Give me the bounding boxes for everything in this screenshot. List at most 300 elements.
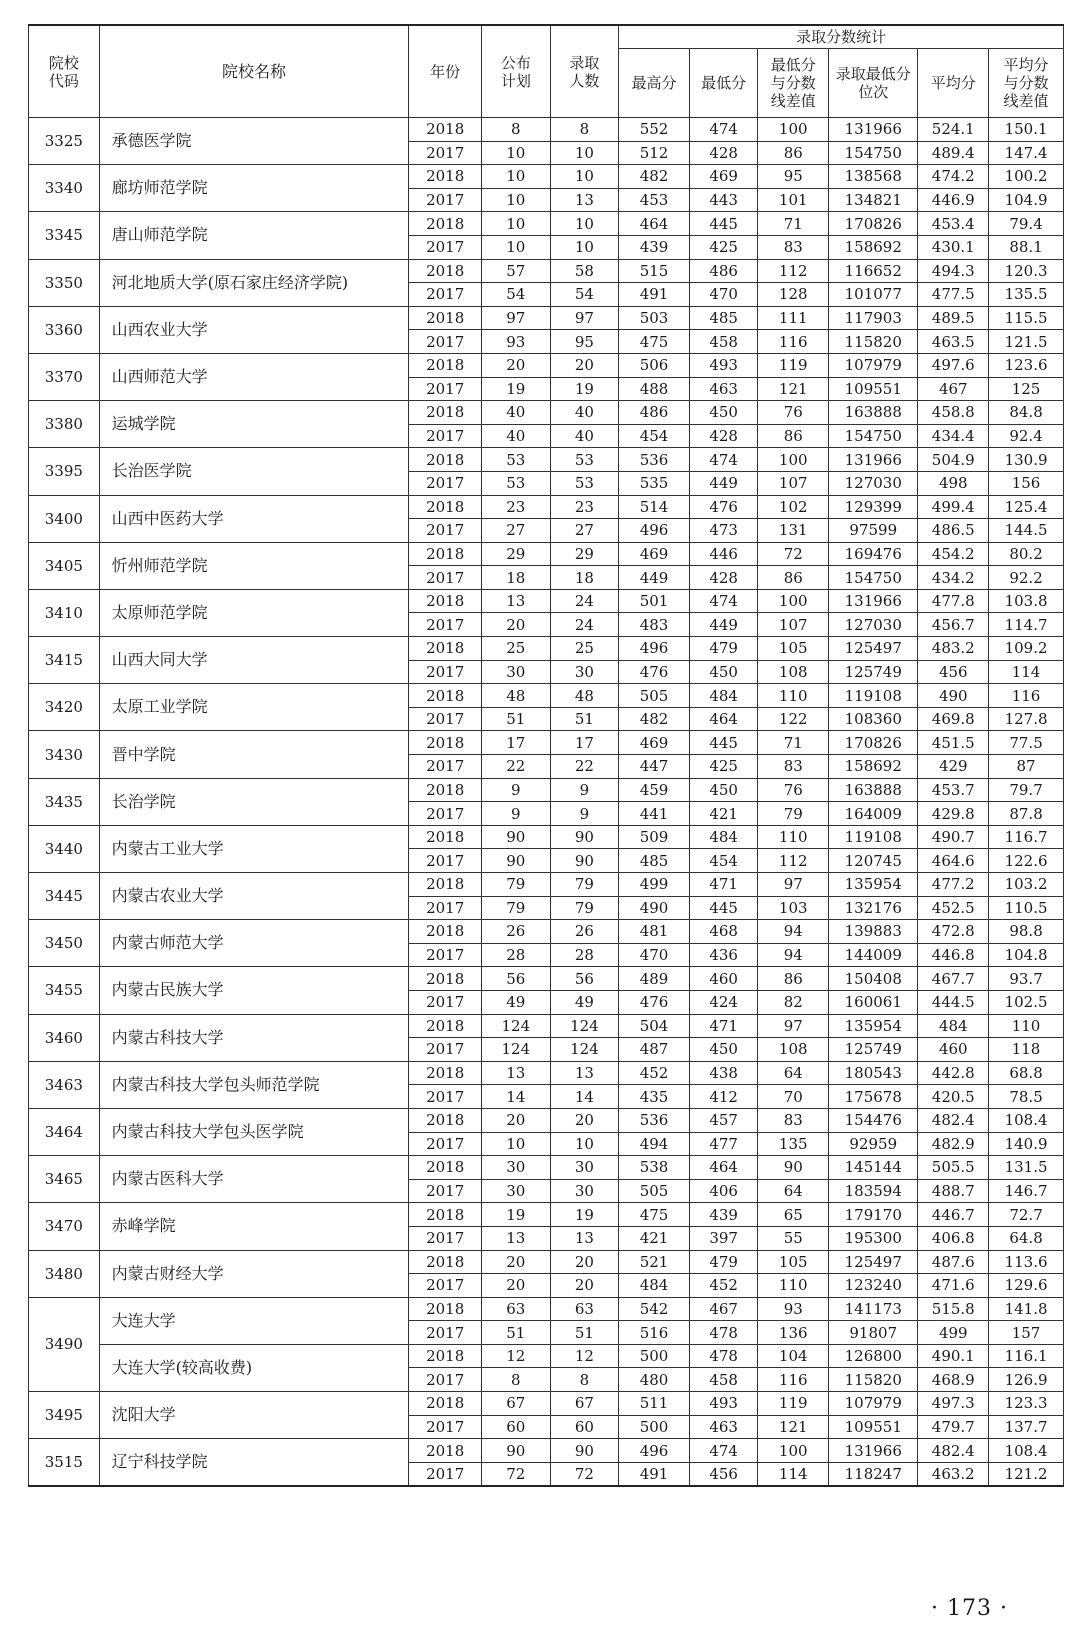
min-rank-cell: 158692 <box>829 755 918 779</box>
avg-diff-cell: 64.8 <box>989 1226 1064 1250</box>
max-score-cell: 552 <box>619 118 690 142</box>
plan-cell: 27 <box>482 519 551 543</box>
table-row <box>29 1061 1064 1085</box>
plan-cell: 10 <box>482 188 551 212</box>
min-rank-cell: 175678 <box>829 1085 918 1109</box>
avg-diff-cell: 118 <box>989 1038 1064 1062</box>
table-row <box>29 873 1064 897</box>
min-rank-cell: 118247 <box>829 1462 918 1486</box>
max-score-cell: 486 <box>619 401 690 425</box>
header-plan: 公布计划 <box>482 25 551 118</box>
min-rank-cell: 109551 <box>829 1415 918 1439</box>
min-diff-cell: 119 <box>758 1392 829 1416</box>
min-score-cell: 471 <box>689 873 758 897</box>
admitted-cell: 90 <box>550 849 619 873</box>
school-code-cell: 3470 <box>29 1203 100 1250</box>
avg-score-cell: 446.9 <box>918 188 989 212</box>
min-rank-cell: 107979 <box>829 1392 918 1416</box>
school-code-cell: 3395 <box>29 448 100 495</box>
avg-score-cell: 477.8 <box>918 589 989 613</box>
admitted-cell: 9 <box>550 802 619 826</box>
avg-diff-cell: 102.5 <box>989 990 1064 1014</box>
table-row <box>29 920 1064 944</box>
plan-cell: 17 <box>482 731 551 755</box>
max-score-cell: 484 <box>619 1274 690 1298</box>
avg-score-cell: 504.9 <box>918 448 989 472</box>
min-score-cell: 471 <box>689 1014 758 1038</box>
plan-cell: 8 <box>482 118 551 142</box>
year-cell: 2017 <box>409 1038 482 1062</box>
year-cell: 2017 <box>409 235 482 259</box>
avg-diff-cell: 121.2 <box>989 1462 1064 1486</box>
plan-cell: 25 <box>482 637 551 661</box>
year-cell: 2017 <box>409 1368 482 1392</box>
avg-score-cell: 499.4 <box>918 495 989 519</box>
school-code-cell: 3480 <box>29 1250 100 1297</box>
min-diff-cell: 122 <box>758 707 829 731</box>
table-body <box>29 118 1064 1487</box>
year-cell: 2017 <box>409 613 482 637</box>
min-score-cell: 428 <box>689 566 758 590</box>
school-code-cell: 3380 <box>29 401 100 448</box>
table-row <box>29 448 1064 472</box>
admitted-cell: 67 <box>550 1392 619 1416</box>
plan-cell: 10 <box>482 235 551 259</box>
admitted-cell: 29 <box>550 542 619 566</box>
avg-diff-cell: 93.7 <box>989 967 1064 991</box>
min-diff-cell: 101 <box>758 188 829 212</box>
table-row <box>29 684 1064 708</box>
max-score-cell: 441 <box>619 802 690 826</box>
school-code-cell: 3410 <box>29 589 100 636</box>
avg-diff-cell: 126.9 <box>989 1368 1064 1392</box>
year-cell: 2018 <box>409 212 482 236</box>
year-cell: 2018 <box>409 542 482 566</box>
avg-score-cell: 497.3 <box>918 1392 989 1416</box>
admitted-cell: 24 <box>550 589 619 613</box>
admitted-cell: 22 <box>550 755 619 779</box>
min-diff-cell: 100 <box>758 118 829 142</box>
school-code-cell: 3465 <box>29 1156 100 1203</box>
plan-cell: 124 <box>482 1038 551 1062</box>
avg-diff-cell: 125 <box>989 377 1064 401</box>
plan-cell: 51 <box>482 707 551 731</box>
avg-score-cell: 456.7 <box>918 613 989 637</box>
max-score-cell: 483 <box>619 613 690 637</box>
table-row <box>29 589 1064 613</box>
avg-score-cell: 505.5 <box>918 1156 989 1180</box>
max-score-cell: 476 <box>619 990 690 1014</box>
min-diff-cell: 95 <box>758 165 829 189</box>
header-min-score: 最低分 <box>689 49 758 118</box>
avg-diff-cell: 127.8 <box>989 707 1064 731</box>
avg-diff-cell: 123.6 <box>989 353 1064 377</box>
header-avg-diff: 平均分与分数线差值 <box>989 49 1064 118</box>
min-diff-cell: 116 <box>758 330 829 354</box>
avg-diff-cell: 114 <box>989 660 1064 684</box>
year-cell: 2018 <box>409 1014 482 1038</box>
min-score-cell: 469 <box>689 165 758 189</box>
admitted-cell: 10 <box>550 212 619 236</box>
year-cell: 2017 <box>409 1226 482 1250</box>
plan-cell: 23 <box>482 495 551 519</box>
plan-cell: 63 <box>482 1297 551 1321</box>
min-rank-cell: 163888 <box>829 401 918 425</box>
year-cell: 2017 <box>409 1274 482 1298</box>
avg-score-cell: 406.8 <box>918 1226 989 1250</box>
min-rank-cell: 154476 <box>829 1108 918 1132</box>
school-code-cell: 3345 <box>29 212 100 259</box>
min-rank-cell: 141173 <box>829 1297 918 1321</box>
min-diff-cell: 105 <box>758 637 829 661</box>
avg-score-cell: 490 <box>918 684 989 708</box>
plan-cell: 26 <box>482 920 551 944</box>
school-code-cell: 3400 <box>29 495 100 542</box>
min-diff-cell: 136 <box>758 1321 829 1345</box>
plan-cell: 8 <box>482 1368 551 1392</box>
max-score-cell: 452 <box>619 1061 690 1085</box>
min-rank-cell: 116652 <box>829 259 918 283</box>
min-score-cell: 439 <box>689 1203 758 1227</box>
min-diff-cell: 65 <box>758 1203 829 1227</box>
max-score-cell: 485 <box>619 849 690 873</box>
plan-cell: 60 <box>482 1415 551 1439</box>
admitted-cell: 124 <box>550 1038 619 1062</box>
table-row <box>29 401 1064 425</box>
min-diff-cell: 135 <box>758 1132 829 1156</box>
avg-diff-cell: 79.4 <box>989 212 1064 236</box>
min-diff-cell: 55 <box>758 1226 829 1250</box>
min-diff-cell: 83 <box>758 1108 829 1132</box>
min-diff-cell: 100 <box>758 589 829 613</box>
max-score-cell: 475 <box>619 1203 690 1227</box>
min-rank-cell: 150408 <box>829 967 918 991</box>
min-rank-cell: 163888 <box>829 778 918 802</box>
year-cell: 2018 <box>409 825 482 849</box>
min-diff-cell: 71 <box>758 212 829 236</box>
max-score-cell: 504 <box>619 1014 690 1038</box>
year-cell: 2018 <box>409 1156 482 1180</box>
avg-score-cell: 446.7 <box>918 1203 989 1227</box>
school-name-cell: 内蒙古民族大学 <box>99 967 409 1014</box>
max-score-cell: 482 <box>619 165 690 189</box>
avg-score-cell: 515.8 <box>918 1297 989 1321</box>
min-rank-cell: 123240 <box>829 1274 918 1298</box>
min-rank-cell: 115820 <box>829 330 918 354</box>
min-rank-cell: 131966 <box>829 589 918 613</box>
year-cell: 2018 <box>409 920 482 944</box>
min-diff-cell: 94 <box>758 943 829 967</box>
avg-diff-cell: 135.5 <box>989 283 1064 307</box>
year-cell: 2018 <box>409 448 482 472</box>
max-score-cell: 449 <box>619 566 690 590</box>
school-code-cell: 3350 <box>29 259 100 306</box>
min-score-cell: 397 <box>689 1226 758 1250</box>
min-score-cell: 445 <box>689 212 758 236</box>
admitted-cell: 18 <box>550 566 619 590</box>
plan-cell: 19 <box>482 1203 551 1227</box>
year-cell: 2018 <box>409 401 482 425</box>
plan-cell: 9 <box>482 778 551 802</box>
min-diff-cell: 110 <box>758 1274 829 1298</box>
avg-diff-cell: 157 <box>989 1321 1064 1345</box>
min-diff-cell: 79 <box>758 802 829 826</box>
year-cell: 2017 <box>409 377 482 401</box>
admitted-cell: 24 <box>550 613 619 637</box>
admitted-cell: 124 <box>550 1014 619 1038</box>
plan-cell: 13 <box>482 589 551 613</box>
min-score-cell: 485 <box>689 306 758 330</box>
max-score-cell: 509 <box>619 825 690 849</box>
min-rank-cell: 91807 <box>829 1321 918 1345</box>
min-rank-cell: 101077 <box>829 283 918 307</box>
max-score-cell: 542 <box>619 1297 690 1321</box>
table-row <box>29 825 1064 849</box>
school-name-cell: 内蒙古工业大学 <box>99 825 409 872</box>
year-cell: 2018 <box>409 778 482 802</box>
min-score-cell: 478 <box>689 1344 758 1368</box>
min-score-cell: 477 <box>689 1132 758 1156</box>
avg-diff-cell: 68.8 <box>989 1061 1064 1085</box>
max-score-cell: 521 <box>619 1250 690 1274</box>
admitted-cell: 53 <box>550 471 619 495</box>
table-row <box>29 778 1064 802</box>
year-cell: 2017 <box>409 896 482 920</box>
admitted-cell: 58 <box>550 259 619 283</box>
table-row <box>29 1297 1064 1321</box>
avg-score-cell: 468.9 <box>918 1368 989 1392</box>
max-score-cell: 496 <box>619 1439 690 1463</box>
avg-diff-cell: 141.8 <box>989 1297 1064 1321</box>
min-diff-cell: 100 <box>758 1439 829 1463</box>
min-score-cell: 457 <box>689 1108 758 1132</box>
min-diff-cell: 64 <box>758 1179 829 1203</box>
year-cell: 2017 <box>409 1179 482 1203</box>
year-cell: 2017 <box>409 990 482 1014</box>
plan-cell: 93 <box>482 330 551 354</box>
avg-diff-cell: 123.3 <box>989 1392 1064 1416</box>
avg-diff-cell: 87.8 <box>989 802 1064 826</box>
max-score-cell: 439 <box>619 235 690 259</box>
school-name-cell: 内蒙古师范大学 <box>99 920 409 967</box>
min-diff-cell: 72 <box>758 542 829 566</box>
avg-score-cell: 456 <box>918 660 989 684</box>
avg-diff-cell: 113.6 <box>989 1250 1064 1274</box>
min-diff-cell: 112 <box>758 259 829 283</box>
plan-cell: 20 <box>482 1108 551 1132</box>
min-score-cell: 450 <box>689 401 758 425</box>
max-score-cell: 454 <box>619 424 690 448</box>
school-name-cell: 山西师范大学 <box>99 353 409 400</box>
year-cell: 2017 <box>409 849 482 873</box>
year-cell: 2018 <box>409 165 482 189</box>
admitted-cell: 49 <box>550 990 619 1014</box>
plan-cell: 79 <box>482 896 551 920</box>
min-diff-cell: 112 <box>758 849 829 873</box>
min-diff-cell: 86 <box>758 424 829 448</box>
admitted-cell: 10 <box>550 141 619 165</box>
school-code-cell: 3450 <box>29 920 100 967</box>
min-rank-cell: 126800 <box>829 1344 918 1368</box>
avg-diff-cell: 116.1 <box>989 1344 1064 1368</box>
year-cell: 2018 <box>409 967 482 991</box>
min-diff-cell: 128 <box>758 283 829 307</box>
avg-diff-cell: 146.7 <box>989 1179 1064 1203</box>
min-diff-cell: 114 <box>758 1462 829 1486</box>
avg-diff-cell: 131.5 <box>989 1156 1064 1180</box>
min-score-cell: 474 <box>689 118 758 142</box>
plan-cell: 10 <box>482 212 551 236</box>
max-score-cell: 488 <box>619 377 690 401</box>
min-diff-cell: 83 <box>758 755 829 779</box>
avg-diff-cell: 108.4 <box>989 1439 1064 1463</box>
admitted-cell: 26 <box>550 920 619 944</box>
min-score-cell: 463 <box>689 377 758 401</box>
avg-score-cell: 452.5 <box>918 896 989 920</box>
school-code-cell: 3463 <box>29 1061 100 1108</box>
admitted-cell: 20 <box>550 1250 619 1274</box>
avg-score-cell: 434.4 <box>918 424 989 448</box>
plan-cell: 22 <box>482 755 551 779</box>
max-score-cell: 470 <box>619 943 690 967</box>
admitted-cell: 40 <box>550 424 619 448</box>
avg-diff-cell: 108.4 <box>989 1108 1064 1132</box>
year-cell: 2018 <box>409 495 482 519</box>
min-score-cell: 436 <box>689 943 758 967</box>
max-score-cell: 535 <box>619 471 690 495</box>
avg-diff-cell: 92.2 <box>989 566 1064 590</box>
school-code-cell: 3415 <box>29 637 100 684</box>
school-name-cell: 长治学院 <box>99 778 409 825</box>
school-code-cell: 3430 <box>29 731 100 778</box>
admitted-cell: 12 <box>550 1344 619 1368</box>
avg-diff-cell: 130.9 <box>989 448 1064 472</box>
min-score-cell: 424 <box>689 990 758 1014</box>
year-cell: 2018 <box>409 1108 482 1132</box>
year-cell: 2017 <box>409 519 482 543</box>
school-name-cell: 太原师范学院 <box>99 589 409 636</box>
table-row <box>29 731 1064 755</box>
table-row <box>29 1392 1064 1416</box>
table-row <box>29 353 1064 377</box>
avg-diff-cell: 129.6 <box>989 1274 1064 1298</box>
min-rank-cell: 119108 <box>829 825 918 849</box>
header-min-diff: 最低分与分数线差值 <box>758 49 829 118</box>
min-score-cell: 479 <box>689 1250 758 1274</box>
table-row <box>29 1250 1064 1274</box>
school-name-cell: 内蒙古医科大学 <box>99 1156 409 1203</box>
min-diff-cell: 108 <box>758 660 829 684</box>
table-row <box>29 1108 1064 1132</box>
year-cell: 2017 <box>409 707 482 731</box>
admitted-cell: 28 <box>550 943 619 967</box>
avg-score-cell: 446.8 <box>918 943 989 967</box>
avg-score-cell: 472.8 <box>918 920 989 944</box>
min-diff-cell: 104 <box>758 1344 829 1368</box>
min-rank-cell: 119108 <box>829 684 918 708</box>
avg-score-cell: 482.4 <box>918 1439 989 1463</box>
min-score-cell: 467 <box>689 1297 758 1321</box>
avg-diff-cell: 98.8 <box>989 920 1064 944</box>
avg-score-cell: 524.1 <box>918 118 989 142</box>
avg-diff-cell: 109.2 <box>989 637 1064 661</box>
table-row <box>29 637 1064 661</box>
table-row <box>29 212 1064 236</box>
header-year: 年份 <box>409 25 482 118</box>
min-score-cell: 478 <box>689 1321 758 1345</box>
table-row <box>29 118 1064 142</box>
year-cell: 2018 <box>409 306 482 330</box>
avg-score-cell: 486.5 <box>918 519 989 543</box>
min-rank-cell: 154750 <box>829 566 918 590</box>
avg-diff-cell: 120.3 <box>989 259 1064 283</box>
min-diff-cell: 102 <box>758 495 829 519</box>
year-cell: 2018 <box>409 1344 482 1368</box>
plan-cell: 29 <box>482 542 551 566</box>
min-rank-cell: 145144 <box>829 1156 918 1180</box>
year-cell: 2018 <box>409 873 482 897</box>
school-code-cell: 3420 <box>29 684 100 731</box>
min-rank-cell: 109551 <box>829 377 918 401</box>
max-score-cell: 511 <box>619 1392 690 1416</box>
avg-score-cell: 453.4 <box>918 212 989 236</box>
avg-diff-cell: 103.2 <box>989 873 1064 897</box>
year-cell: 2017 <box>409 471 482 495</box>
max-score-cell: 453 <box>619 188 690 212</box>
school-name-cell: 山西农业大学 <box>99 306 409 353</box>
admitted-cell: 90 <box>550 1439 619 1463</box>
table-row <box>29 1439 1064 1463</box>
min-score-cell: 445 <box>689 896 758 920</box>
min-diff-cell: 119 <box>758 353 829 377</box>
table-row <box>29 1156 1064 1180</box>
year-cell: 2017 <box>409 188 482 212</box>
page-number: · 173 · <box>931 1596 1008 1621</box>
plan-cell: 53 <box>482 448 551 472</box>
plan-cell: 20 <box>482 613 551 637</box>
avg-diff-cell: 115.5 <box>989 306 1064 330</box>
year-cell: 2017 <box>409 1415 482 1439</box>
avg-diff-cell: 103.8 <box>989 589 1064 613</box>
avg-diff-cell: 150.1 <box>989 118 1064 142</box>
min-score-cell: 460 <box>689 967 758 991</box>
min-rank-cell: 97599 <box>829 519 918 543</box>
min-diff-cell: 108 <box>758 1038 829 1062</box>
max-score-cell: 512 <box>619 141 690 165</box>
max-score-cell: 491 <box>619 1462 690 1486</box>
min-rank-cell: 170826 <box>829 731 918 755</box>
min-diff-cell: 76 <box>758 401 829 425</box>
min-rank-cell: 117903 <box>829 306 918 330</box>
avg-diff-cell: 110 <box>989 1014 1064 1038</box>
min-diff-cell: 110 <box>758 825 829 849</box>
avg-score-cell: 463.2 <box>918 1462 989 1486</box>
school-name-cell: 辽宁科技学院 <box>99 1439 409 1487</box>
school-name-cell: 内蒙古科技大学 <box>99 1014 409 1061</box>
admitted-cell: 90 <box>550 825 619 849</box>
max-score-cell: 476 <box>619 660 690 684</box>
avg-diff-cell: 121.5 <box>989 330 1064 354</box>
school-name-cell: 太原工业学院 <box>99 684 409 731</box>
max-score-cell: 480 <box>619 1368 690 1392</box>
plan-cell: 18 <box>482 566 551 590</box>
school-name-cell: 唐山师范学院 <box>99 212 409 259</box>
min-diff-cell: 97 <box>758 873 829 897</box>
year-cell: 2018 <box>409 684 482 708</box>
school-code-cell: 3490 <box>29 1297 100 1391</box>
year-cell: 2017 <box>409 943 482 967</box>
max-score-cell: 538 <box>619 1156 690 1180</box>
